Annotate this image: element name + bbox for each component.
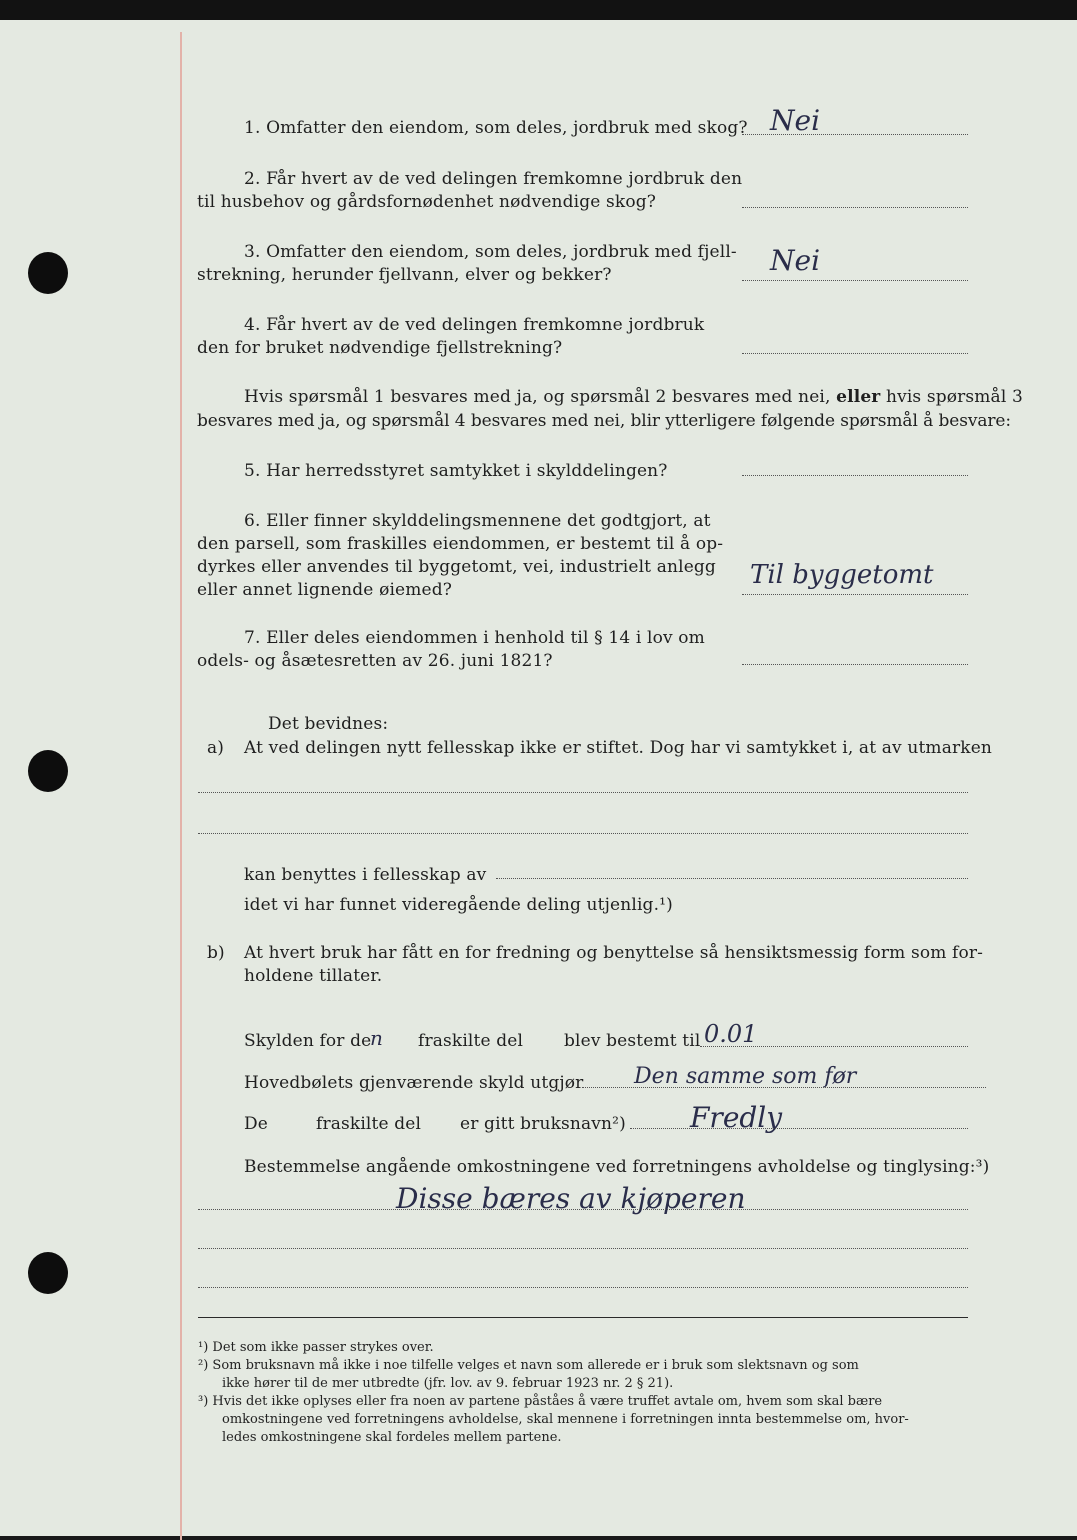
question-2-line-2: til husbehov og gårdsfornødenhet nødvendige skog? bbox=[197, 192, 657, 212]
document-page bbox=[0, 4, 1077, 1536]
question-6-line-1: 6. Eller finner skylddelingsmennene det godtgjort, at bbox=[244, 511, 711, 531]
kan-benyttes: kan benyttes i fellesskap av bbox=[244, 865, 487, 885]
best-line-1 bbox=[198, 1209, 968, 1210]
best-line-2 bbox=[198, 1248, 968, 1249]
question-5: 5. Har herredsstyret samtykket i skylddelingen? bbox=[244, 461, 668, 481]
question-3-line-1: 3. Omfatter den eiendom, som deles, jordbruk med fjell- bbox=[244, 242, 737, 262]
question-6-line-3: dyrkes eller anvendes til byggetomt, vei, industrielt anlegg bbox=[197, 557, 716, 577]
footnote-3-line-1: ³) Hvis det ikke oplyses eller fra noen av partene påståes å være truffet avtale om, hvem som skal bære bbox=[198, 1394, 883, 1409]
answer-line-1 bbox=[742, 134, 968, 135]
hoved-label: Hovedbølets gjenværende skyld utgjør bbox=[244, 1073, 584, 1093]
footnote-1: ¹) Det som ikke passer strykes over. bbox=[198, 1340, 434, 1355]
answer-line-2 bbox=[742, 207, 968, 208]
footnote-separator bbox=[198, 1317, 968, 1318]
scan-top-edge bbox=[0, 0, 1077, 20]
hoved-value: Den samme som før bbox=[634, 1064, 857, 1089]
fill-line-a1 bbox=[198, 792, 968, 793]
punch-hole-2 bbox=[28, 750, 68, 792]
answer-3: Nei bbox=[770, 244, 821, 277]
condition-line-1: Hvis spørsmål 1 besvares med ja, og spørsmål 2 besvares med nei, eller hvis spørsmål 3 bbox=[244, 387, 1023, 407]
skyld-label-n: n bbox=[370, 1026, 383, 1050]
fill-line-a2 bbox=[198, 833, 968, 834]
de-label: De bbox=[244, 1114, 268, 1134]
skyld-label-3: blev bestemt til bbox=[564, 1031, 701, 1051]
question-4-line-2: den for bruket nødvendige fjellstrekning? bbox=[197, 338, 563, 358]
question-4-line-1: 4. Får hvert av de ved delingen fremkomne jordbruk bbox=[244, 315, 705, 335]
margin-line bbox=[180, 32, 182, 1540]
bestemmelse-value: Disse bæres av kjøperen bbox=[396, 1182, 746, 1215]
skyld-value: 0.01 bbox=[704, 1020, 758, 1048]
fill-line-kan bbox=[496, 878, 968, 879]
footnote-2-line-2: ikke hører til de mer utbredte (jfr. lov. av 9. februar 1923 nr. 2 § 21). bbox=[222, 1376, 674, 1391]
footnote-3-line-3: ledes omkostningene skal fordeles mellem partene. bbox=[222, 1430, 562, 1445]
punch-hole-1 bbox=[28, 252, 68, 294]
question-3-line-2: strekning, herunder fjellvann, elver og bekker? bbox=[197, 265, 612, 285]
bevidnes-b-line-2: holdene tillater. bbox=[244, 966, 383, 986]
fraskilte-label: fraskilte del bbox=[316, 1114, 422, 1134]
skyld-label-1: Skylden for de bbox=[244, 1031, 372, 1051]
bestemmelse-label: Bestemmelse angående omkostningene ved forretningens avholdelse og tinglysing:³) bbox=[244, 1157, 990, 1177]
answer-1: Nei bbox=[770, 104, 821, 137]
answer-line-4 bbox=[742, 353, 968, 354]
question-6-line-4: eller annet lignende øiemed? bbox=[197, 580, 453, 600]
bruksnavn-line bbox=[630, 1128, 968, 1129]
answer-6: Til byggetomt bbox=[750, 560, 934, 590]
best-line-3 bbox=[198, 1287, 968, 1288]
answer-line-7 bbox=[742, 664, 968, 665]
bevidnes-a-label: a) bbox=[207, 738, 225, 758]
answer-line-6 bbox=[742, 594, 968, 595]
bevidnes-heading: Det bevidnes: bbox=[268, 714, 389, 734]
bevidnes-a-text: At ved delingen nytt fellesskap ikke er stiftet. Dog har vi samtykket i, at av utmarken bbox=[244, 738, 993, 758]
bruksnavn-label: er gitt bruksnavn²) bbox=[460, 1114, 626, 1134]
skyld-label-2: fraskilte del bbox=[418, 1031, 524, 1051]
answer-line-3 bbox=[742, 280, 968, 281]
bevidnes-b-line-1: At hvert bruk har fått en for fredning og benyttelse så hensiktsmessig form som for- bbox=[244, 943, 984, 963]
bevidnes-b-label: b) bbox=[207, 943, 225, 963]
question-6-line-2: den parsell, som fraskilles eiendommen, er bestemt til å op- bbox=[197, 534, 724, 554]
question-7-line-2: odels- og åsætesretten av 26. juni 1821? bbox=[197, 651, 553, 671]
question-1: 1. Omfatter den eiendom, som deles, jordbruk med skog? bbox=[244, 118, 748, 138]
footnote-3-line-2: omkostningene ved forretningens avholdelse, skal mennene i forretningen innta bestemmelse om, hvor- bbox=[222, 1412, 909, 1427]
answer-line-5 bbox=[742, 475, 968, 476]
idet-text: idet vi har funnet videregående deling utjenlig.¹) bbox=[244, 895, 673, 915]
hoved-line bbox=[582, 1087, 986, 1088]
question-7-line-1: 7. Eller deles eiendommen i henhold til § 14 i lov om bbox=[244, 628, 705, 648]
footnote-2-line-1: ²) Som bruksnavn må ikke i noe tilfelle velges et navn som allerede er i bruk som slektsnavn og som bbox=[198, 1358, 859, 1373]
bruksnavn-value: Fredly bbox=[690, 1101, 783, 1134]
condition-line-2: besvares med ja, og spørsmål 4 besvares med nei, blir ytterligere følgende spørsmål å besvare: bbox=[197, 411, 1011, 431]
skyld-line bbox=[700, 1046, 968, 1047]
question-2-line-1: 2. Får hvert av de ved delingen fremkomne jordbruk den bbox=[244, 169, 743, 189]
punch-hole-3 bbox=[28, 1252, 68, 1294]
